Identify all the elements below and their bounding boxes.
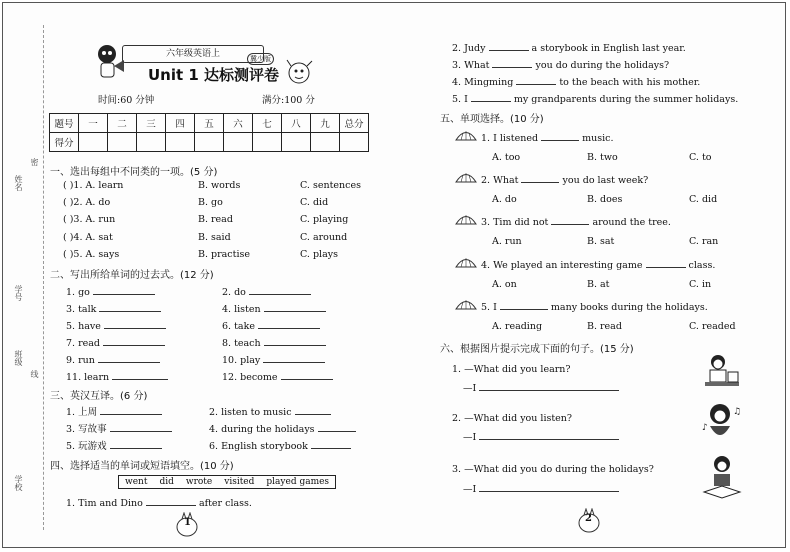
s2-item: 2. do <box>222 285 311 299</box>
s1-item-option-c: C. around <box>300 232 348 243</box>
side-label-id: 学号 <box>14 285 23 301</box>
score-header-cell: 八 <box>282 114 311 133</box>
score-header-cell: 七 <box>253 114 282 133</box>
answer-blank[interactable] <box>99 302 161 312</box>
answer-blank[interactable] <box>471 92 511 102</box>
s5-option-a: A. reading <box>492 321 543 332</box>
s6-question: 1. —What did you learn? <box>452 364 571 375</box>
s5-option-b: B. at <box>587 279 610 290</box>
side-label-seal: 密 <box>30 158 39 166</box>
side-label-school: 学校 <box>14 475 23 491</box>
section-4-title: 四、选择适当的单词或短语填空。(10 分) <box>50 461 234 472</box>
answer-blank[interactable] <box>492 58 532 68</box>
s3-item: 4. during the holidays <box>209 422 356 436</box>
score-cell[interactable] <box>108 133 137 152</box>
mascot-left-icon <box>92 40 126 82</box>
answer-blank[interactable] <box>295 405 331 415</box>
s5-option-a: A. do <box>492 194 517 205</box>
s1-item-option-b: B. go <box>198 197 223 208</box>
score-header-cell: 总分 <box>340 114 369 133</box>
answer-blank[interactable] <box>264 336 326 346</box>
s1-item-option-b: B. read <box>198 214 233 225</box>
s3-item: 5. 玩游戏 <box>66 439 162 453</box>
s1-item-option-b: B. said <box>198 232 231 243</box>
s2-item: 8. teach <box>222 336 326 350</box>
shell-icon <box>455 129 477 141</box>
cut-line <box>43 25 44 530</box>
s5-option-c: C. to <box>689 152 712 163</box>
shell-icon <box>455 256 477 268</box>
page-number: 2 <box>585 513 592 524</box>
answer-blank[interactable] <box>264 302 326 312</box>
word-bank-item: went <box>125 477 148 487</box>
s2-item: 6. take <box>222 319 320 333</box>
answer-blank[interactable] <box>249 285 311 295</box>
s1-item-number: ( )1. A. learn <box>63 180 124 191</box>
score-header-cell: 题号 <box>50 114 79 133</box>
score-cell[interactable] <box>282 133 311 152</box>
s4-item: 5. I my grandparents during the summer holidays. <box>452 94 739 105</box>
s2-item: 12. become <box>222 370 333 384</box>
s3-item: 2. listen to music <box>209 405 331 419</box>
answer-blank[interactable] <box>100 405 162 415</box>
answer-blank[interactable] <box>489 41 529 51</box>
s5-question: 4. We played an interesting game class. <box>481 260 716 271</box>
section-2-title: 二、写出所给单词的过去式。(12 分) <box>50 270 214 281</box>
shell-icon <box>455 213 477 225</box>
s2-item: 5. have <box>66 319 166 333</box>
answer-blank[interactable] <box>541 131 579 141</box>
s2-item: 1. go <box>66 285 155 299</box>
s5-option-a: A. too <box>492 152 521 163</box>
score-header-cell: 四 <box>166 114 195 133</box>
full-score: 满分:100 分 <box>262 95 315 106</box>
section-3-title: 三、英汉互译。(6 分) <box>50 391 148 402</box>
side-label-name: 姓名 <box>14 175 23 191</box>
svg-text:♪: ♪ <box>702 423 708 433</box>
answer-blank[interactable] <box>521 173 559 183</box>
answer-blank[interactable] <box>103 336 165 346</box>
answer-blank[interactable] <box>110 422 172 432</box>
score-cell[interactable] <box>224 133 253 152</box>
s6-question: 2. —What did you listen? <box>452 413 573 424</box>
shell-icon <box>455 171 477 183</box>
answer-blank[interactable] <box>146 496 196 506</box>
section-6-title: 六、根据图片提示完成下面的句子。(15 分) <box>440 344 634 355</box>
mascot-right-icon <box>285 58 315 88</box>
word-bank <box>118 475 336 489</box>
answer-blank[interactable] <box>479 430 619 440</box>
s2-item: 3. talk <box>66 302 161 316</box>
answer-blank[interactable] <box>110 439 162 449</box>
s5-question: 5. I many books during the holidays. <box>481 302 708 313</box>
s4-item: 2. Judy a storybook in English last year. <box>452 43 686 54</box>
time-limit: 时间:60 分钟 <box>98 95 155 106</box>
answer-blank[interactable] <box>551 215 589 225</box>
s5-option-b: B. two <box>587 152 618 163</box>
answer-blank[interactable] <box>646 258 686 268</box>
s5-question: 3. Tim did not around the tree. <box>481 217 671 228</box>
s6-answer: —I <box>463 482 619 496</box>
section-1-title: 一、选出每组中不同类的一项。(5 分) <box>50 167 218 178</box>
page-title: Unit 1 达标测评卷 <box>148 66 280 84</box>
score-cell[interactable] <box>253 133 282 152</box>
s1-item-number: ( )3. A. run <box>63 214 116 225</box>
s5-option-c: C. ran <box>689 236 719 247</box>
score-cell[interactable] <box>311 133 340 152</box>
score-cell[interactable] <box>166 133 195 152</box>
word-bank-item: played games <box>266 477 330 487</box>
answer-blank[interactable] <box>479 482 619 492</box>
answer-blank[interactable] <box>104 319 166 329</box>
section-5-title: 五、单项选择。(10 分) <box>440 114 544 125</box>
score-cell[interactable] <box>340 133 369 152</box>
page-number: 1 <box>184 517 191 528</box>
answer-blank[interactable] <box>516 75 556 85</box>
score-header-cell: 五 <box>195 114 224 133</box>
edition-badge: 冀少版 <box>247 53 274 65</box>
s6-answer: —I <box>463 430 619 444</box>
s2-item: 4. listen <box>222 302 326 316</box>
score-cell[interactable] <box>137 133 166 152</box>
answer-blank[interactable] <box>479 381 619 391</box>
side-label-class: 班级 <box>14 350 23 366</box>
answer-blank[interactable] <box>112 370 168 380</box>
s4-item: 4. Mingming to the beach with his mother. <box>452 77 701 88</box>
score-row-label: 得分 <box>50 133 79 152</box>
s1-item-number: ( )5. A. says <box>63 249 120 260</box>
s5-option-a: A. on <box>492 279 517 290</box>
score-cell[interactable] <box>195 133 224 152</box>
answer-blank[interactable] <box>98 353 160 363</box>
word-bank-item: wrote <box>185 477 213 487</box>
s1-item-option-c: C. playing <box>300 214 349 225</box>
score-header-cell: 六 <box>224 114 253 133</box>
s5-option-a: A. run <box>492 236 522 247</box>
s1-item-number: ( )4. A. sat <box>63 232 113 243</box>
score-table-header-row <box>50 114 369 133</box>
s1-item-option-b: B. practise <box>198 249 250 260</box>
score-cell[interactable] <box>79 133 108 152</box>
s5-option-c: C. readed <box>689 321 736 332</box>
s5-question: 2. What you do last week? <box>481 175 649 186</box>
child-learning-icon <box>700 352 742 394</box>
side-label-line: 线 <box>30 370 39 378</box>
s5-question: 1. I listened music. <box>481 133 614 144</box>
child-reading-icon <box>700 452 745 500</box>
word-bank-item: did <box>159 477 174 487</box>
s5-option-c: C. in <box>689 279 712 290</box>
s2-item: 10. play <box>222 353 325 367</box>
s1-item-option-b: B. words <box>198 180 241 191</box>
s1-item-number: ( )2. A. do <box>63 197 111 208</box>
answer-blank[interactable] <box>311 439 351 449</box>
s1-item-option-c: C. plays <box>300 249 338 260</box>
s3-item: 3. 写故事 <box>66 422 172 436</box>
s5-option-b: B. does <box>587 194 623 205</box>
s5-option-c: C. did <box>689 194 718 205</box>
s2-item: 11. learn <box>66 370 168 384</box>
grade-banner: 六年级英语上 <box>122 45 264 63</box>
answer-blank[interactable] <box>318 422 356 432</box>
s2-item: 9. run <box>66 353 160 367</box>
shell-icon <box>455 298 477 310</box>
s6-answer: —I <box>463 381 619 395</box>
score-header-cell: 二 <box>108 114 137 133</box>
s3-item: 1. 上周 <box>66 405 162 419</box>
s4-item: 3. What you do during the holidays? <box>452 60 670 71</box>
score-table <box>49 113 369 152</box>
answer-blank[interactable] <box>281 370 333 380</box>
s2-item: 7. read <box>66 336 165 350</box>
score-header-cell: 九 <box>311 114 340 133</box>
score-table-score-row <box>50 133 369 152</box>
answer-blank[interactable] <box>93 285 155 295</box>
s1-item-option-c: C. sentences <box>300 180 361 191</box>
s6-question: 3. —What did you do during the holidays? <box>452 464 654 475</box>
answer-blank[interactable] <box>500 300 548 310</box>
s1-item-option-c: C. did <box>300 197 329 208</box>
child-music-icon <box>700 400 742 444</box>
side-binding-strip <box>5 30 41 535</box>
answer-blank[interactable] <box>258 319 320 329</box>
score-header-cell: 三 <box>137 114 166 133</box>
s4-item: 1. Tim and Dino after class. <box>66 498 252 509</box>
s3-item: 6. English storybook <box>209 439 351 453</box>
score-header-cell: 一 <box>79 114 108 133</box>
svg-text:♫: ♫ <box>733 407 742 417</box>
word-bank-item: visited <box>224 477 255 487</box>
s5-option-b: B. read <box>587 321 622 332</box>
s5-option-b: B. sat <box>587 236 615 247</box>
answer-blank[interactable] <box>263 353 325 363</box>
